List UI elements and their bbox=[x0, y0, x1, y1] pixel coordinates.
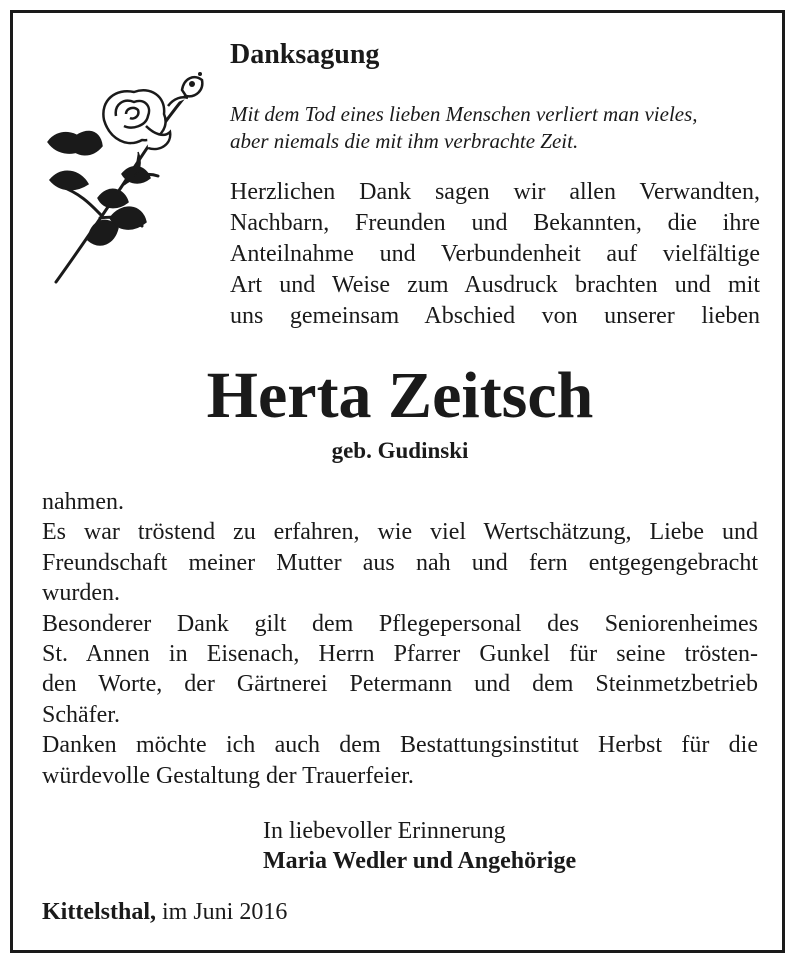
body-line: St. Annen in Eisenach, Herrn Pfarrer Gunkel für seine trösten- bbox=[42, 641, 758, 668]
maiden-name: geb. Gudinski bbox=[331, 438, 469, 463]
quote-line: Mit dem Tod eines lieben Menschen verliert man vieles, bbox=[230, 102, 698, 126]
body-line: wurden. bbox=[42, 580, 120, 607]
intro-paragraph bbox=[230, 177, 760, 332]
body-line: würdevolle Gestaltung der Trauerfeier. bbox=[42, 762, 414, 789]
body-line: Freundschaft meiner Mutter aus nah und fern entgegengebracht bbox=[42, 549, 758, 576]
deceased-name: Herta Zeitsch bbox=[206, 359, 594, 432]
body-line: Danken möchte ich auch dem Bestattungsinstitut Herbst für die bbox=[42, 732, 758, 759]
rose-icon bbox=[42, 66, 218, 284]
notice-heading: Danksagung bbox=[230, 39, 380, 70]
intro-line: Nachbarn, Freunden und Bekannten, die ihre bbox=[230, 210, 760, 236]
body-line: den Worte, der Gärtnerei Petermann und dem Steinmetzbetrieb bbox=[42, 671, 758, 698]
intro-line: uns gemeinsam Abschied von unserer lieben bbox=[230, 303, 760, 329]
quote-line: aber niemals die mit ihm verbrachte Zeit. bbox=[230, 129, 579, 153]
body-line: Es war tröstend zu erfahren, wie viel Wertschätzung, Liebe und bbox=[42, 519, 758, 546]
body-text bbox=[42, 487, 758, 791]
place-date bbox=[42, 897, 287, 927]
date: im Juni 2016 bbox=[156, 899, 288, 925]
intro-line: Herzlichen Dank sagen wir allen Verwandten, bbox=[230, 179, 760, 205]
quote bbox=[230, 101, 770, 155]
body-line: nahmen. bbox=[42, 489, 124, 515]
intro-line: Art und Weise zum Ausdruck brachten und mit bbox=[230, 272, 760, 298]
closing-line: In liebevoller Erinnerung bbox=[263, 818, 506, 844]
body-line: Besonderer Dank gilt dem Pflegepersonal des Seniorenheimes bbox=[42, 610, 758, 637]
body-line: Schäfer. bbox=[42, 701, 120, 728]
intro-line: Anteilnahme und Verbundenheit auf vielfältige bbox=[230, 241, 760, 267]
signatories: Maria Wedler und Angehörige bbox=[263, 848, 577, 874]
place: Kittelsthal, bbox=[42, 899, 156, 925]
closing-block bbox=[263, 816, 576, 876]
